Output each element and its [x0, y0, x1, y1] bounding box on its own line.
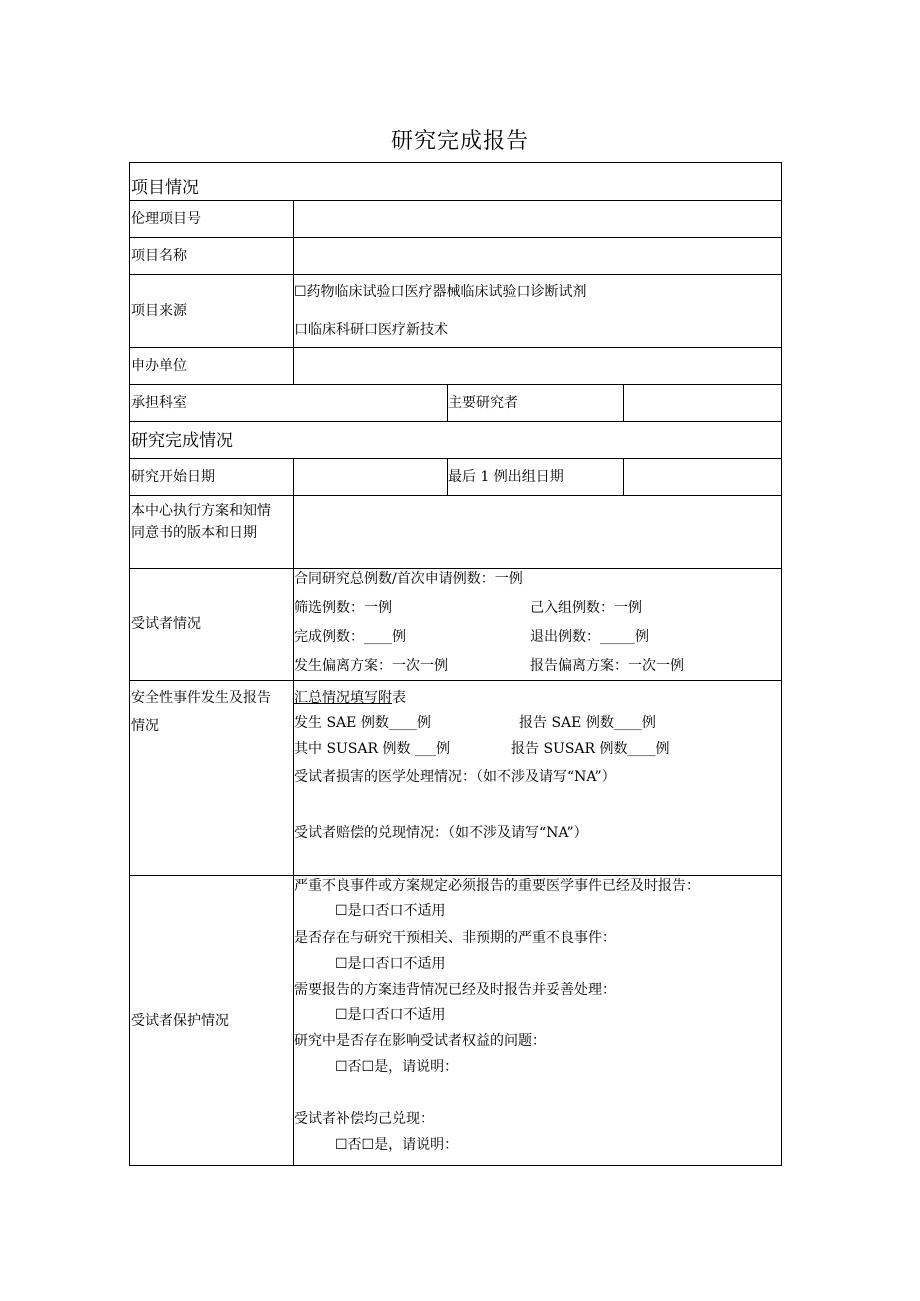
completion-section-title: 研究完成情况 [131, 431, 233, 451]
project-source-label: 项目来源 [131, 303, 187, 319]
start-date-label: 研究开始日期 [131, 469, 215, 485]
protection-q5: 受试者补偿均己兑现： [294, 1111, 434, 1127]
sae-reported-text: 报告 SAE 例数____例 [519, 715, 656, 731]
project-source-options-1[interactable]: ☐药物临床试验口医疗器械临床试验口诊断试剂 [294, 284, 587, 300]
deviation-reported-text: 报告偏离方案：一次一例 [530, 658, 684, 674]
safety-label-2: 情况 [131, 718, 159, 734]
protection-a2-options[interactable]: ☐是口否口不适用 [335, 956, 446, 972]
withdrawn-text: 退出例数：_____例 [530, 629, 649, 645]
contract-total-text: 合同研究总例数/首次申请例数：一例 [294, 571, 523, 587]
deviation-occurred-text: 发生偏离方案：一次一例 [294, 658, 448, 674]
protection-q4: 研究中是否存在影响受试者权益的问题： [294, 1033, 546, 1049]
enrolled-text: 己入组例数：一例 [530, 600, 642, 616]
project-source-options-2[interactable]: 口临床科研口医疗新技术 [294, 322, 448, 338]
susar-occurred-text: 其中 SUSAR 例数 ___例 [294, 741, 450, 757]
protocol-version-label-1: 本中心执行方案和知情 [131, 503, 271, 519]
injury-treatment-text: 受试者损害的医学处理情况：（如不涉及请写“NA”） [294, 769, 616, 785]
attachment-link[interactable]: 汇总情况填写附 [294, 690, 392, 706]
completed-text: 完成例数：____例 [294, 629, 406, 645]
protection-a1-options[interactable]: ☐是口否口不适用 [335, 903, 446, 919]
susar-reported-text: 报告 SUSAR 例数____例 [511, 741, 670, 757]
screened-text: 筛选例数：一例 [294, 600, 392, 616]
sae-occurred-text: 发生 SAE 例数____例 [294, 715, 431, 731]
project-section-title: 项目情况 [131, 178, 199, 198]
protection-label: 受试者保护情况 [131, 1013, 229, 1029]
pi-label: 主要研究者 [448, 395, 518, 411]
attachment-suffix: 表 [392, 690, 406, 706]
protection-a3-options[interactable]: ☐是口否口不适用 [335, 1007, 446, 1023]
subjects-label: 受试者情况 [131, 616, 201, 632]
page-title: 研究完成报告 [390, 129, 529, 154]
sponsor-label: 申办单位 [131, 358, 187, 374]
safety-summary-line [294, 689, 406, 707]
safety-label-1: 安全性事件发生及报告 [131, 690, 271, 706]
department-label: 承担科室 [131, 395, 187, 411]
compensation-text: 受试者赔偿的兑现情况：（如不涉及请写“NA”） [294, 825, 588, 841]
protocol-version-label-2: 同意书的版本和日期 [131, 525, 257, 541]
protection-a5-options[interactable]: ☐否☐是，请说明： [335, 1137, 459, 1153]
protection-q1: 严重不良事件或方案规定必须报告的重要医学事件已经及时报告： [294, 878, 700, 894]
protection-q2: 是否存在与研究干预相关、非预期的严重不良事件： [294, 930, 616, 946]
protection-q3: 需要报告的方案违背情况已经及时报告并妥善处理： [294, 982, 616, 998]
project-name-label: 项目名称 [131, 248, 187, 264]
ethics-no-label: 伦理项目号 [131, 211, 201, 227]
protection-a4-options[interactable]: ☐否☐是，请说明： [335, 1059, 459, 1075]
last-exit-date-label: 最后 1 例出组日期 [448, 469, 564, 485]
